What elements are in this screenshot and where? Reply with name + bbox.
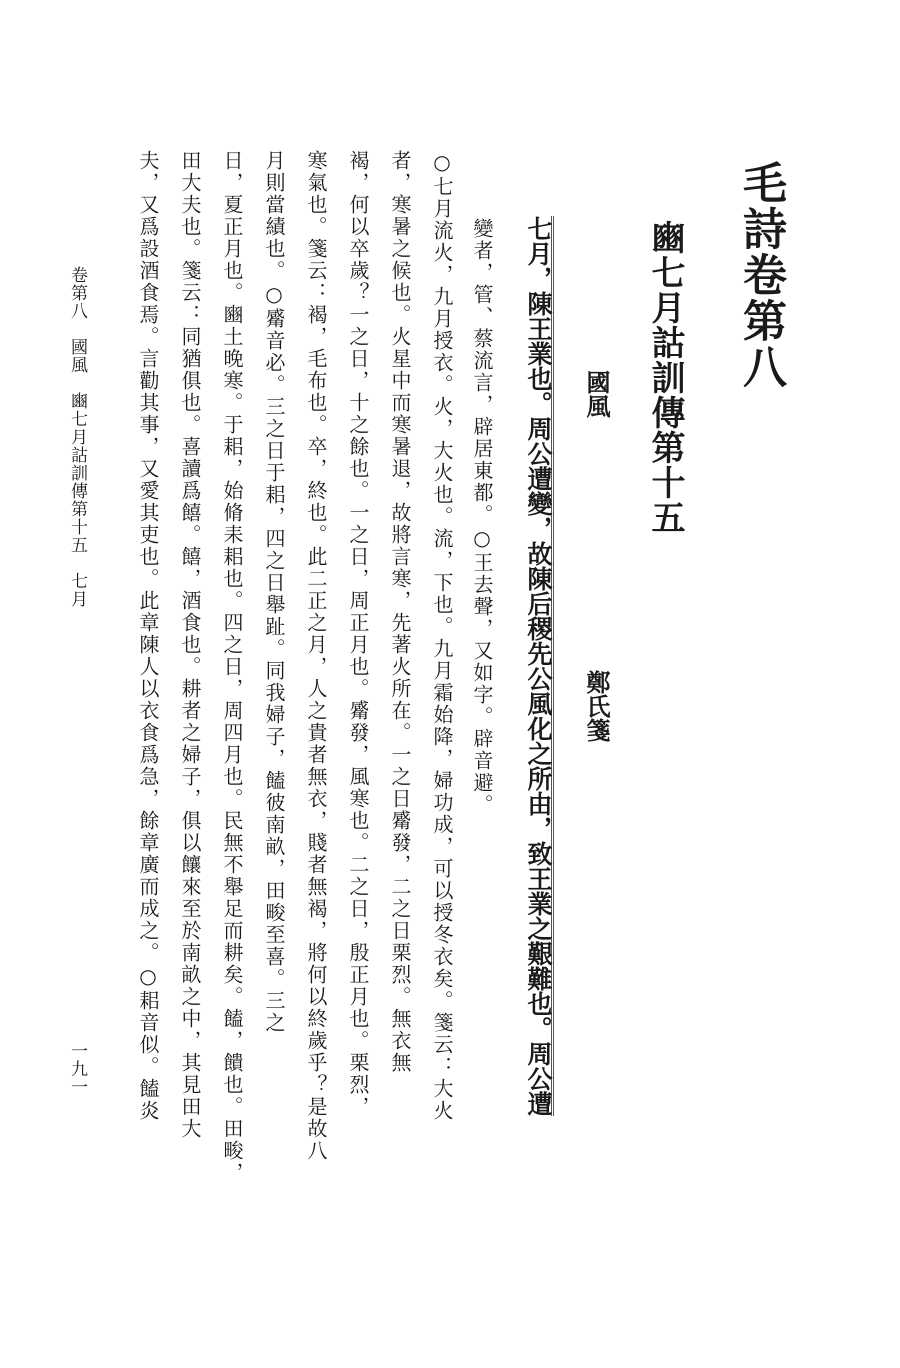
text-column-6: 寒氣也。箋云：褐，毛布也。卒，終也。此二正之月，人之貴者無衣，賤者無褐，將何以終歲乎？是故八 bbox=[304, 150, 328, 1162]
text-column-8: 日，夏正月也。豳土晚寒。于耜，始脩耒耜也。四之日，周四月也。民無不舉足而耕矣。饁，饋也。田畯， bbox=[220, 150, 244, 1184]
text-column-3: ○七月流火，九月授衣。火，大火也。流，下也。九月霜始降，婦功成，可以授冬衣矣。箋云：大火 bbox=[430, 150, 454, 1122]
text-column-9: 田大夫也。箋云：同猶俱也。喜讀爲饎。饎，酒食也。耕者之婦子，俱以饟來至於南畝之中，其見田大 bbox=[178, 150, 202, 1140]
page-number: 一九一 bbox=[67, 1042, 87, 1096]
text-column-5: 褐，何以卒歲？一之日，十之餘也。一之日，周正月也。觱發，風寒也。二之日，殷正月也。栗烈， bbox=[346, 150, 370, 1118]
annotator-name: 鄭氏箋 bbox=[582, 670, 611, 742]
text-column-10: 夫，又爲設酒食焉。言勸其事，又愛其吏也。此章陳人以衣食爲急，餘章廣而成之。○耜音似。饁炎 bbox=[136, 150, 160, 1122]
text-column-1: 七月，陳王業也。周公遭變，故陳后稷先公風化之所由，致王業之艱難也。周公遭 bbox=[524, 216, 553, 1116]
section-title: 國風 bbox=[582, 370, 611, 418]
text-column-4: 者，寒暑之候也。火星中而寒暑退，故將言寒，先著火所在。一之日觱發，二之日栗烈。無衣無 bbox=[388, 150, 412, 1074]
chapter-title: 豳七月詁訓傳第十五 bbox=[645, 220, 685, 535]
running-head: 卷第八 國風 豳七月詁訓傳第十五 七月 bbox=[67, 266, 87, 608]
text-column-2: 變者，管、蔡流言，辟居東都。○王去聲，又如字。辟音避。 bbox=[470, 218, 494, 816]
volume-title: 毛詩卷第八 bbox=[735, 160, 786, 390]
text-column-7: 月則當績也。○觱音必。三之日于耜，四之日舉趾。同我婦子，饁彼南畝，田畯至喜。三之 bbox=[262, 150, 286, 1034]
